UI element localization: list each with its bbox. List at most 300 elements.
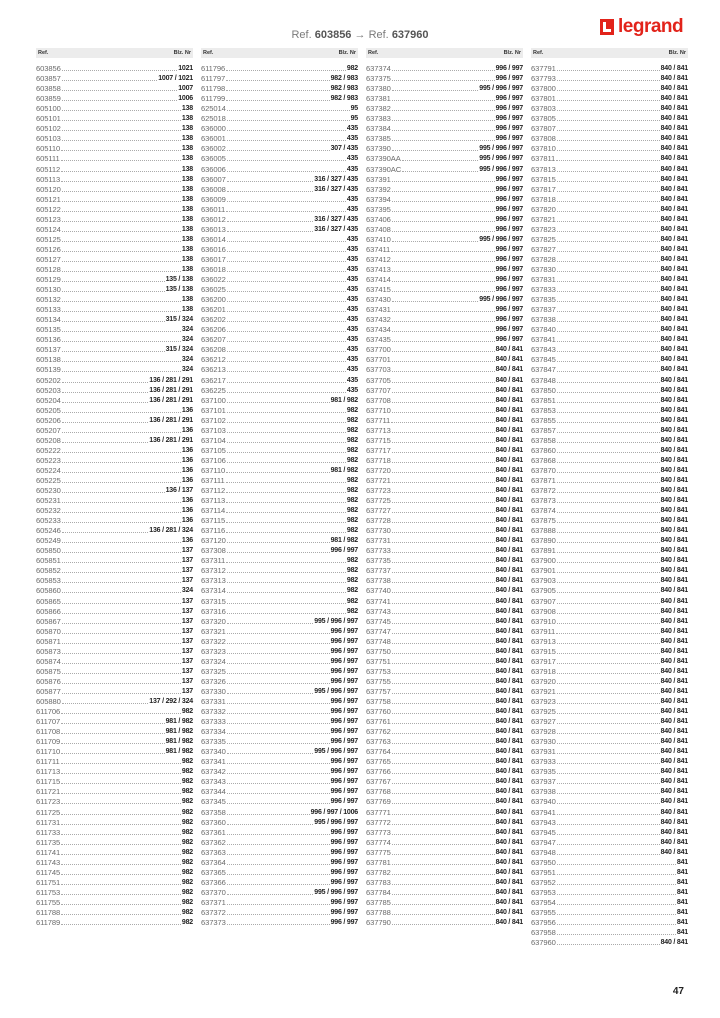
dot-leader	[557, 874, 676, 875]
dot-leader	[227, 814, 310, 815]
page-reference: 841	[676, 919, 688, 927]
page-reference: 137 / 292 / 324	[149, 698, 193, 705]
dot-leader	[227, 150, 330, 151]
ref-number: 637737	[366, 566, 391, 576]
index-row	[201, 294, 358, 304]
index-row	[201, 103, 358, 113]
index-row	[36, 364, 193, 374]
dot-leader	[392, 874, 495, 875]
ref-number: 637843	[531, 345, 556, 355]
dot-leader	[227, 653, 330, 654]
index-row	[201, 565, 358, 575]
ref-number: 637850	[531, 385, 556, 395]
index-row	[36, 465, 193, 475]
ref-number: 637723	[366, 486, 391, 496]
index-row	[36, 354, 193, 364]
page-reference: 435	[346, 125, 358, 133]
ref-number: 605880	[36, 697, 61, 706]
dot-leader	[557, 723, 660, 724]
page-reference: 840 / 841	[660, 426, 688, 434]
index-row	[366, 827, 523, 837]
page-reference: 840 / 841	[495, 386, 523, 394]
dot-leader	[392, 613, 495, 614]
index-row	[366, 535, 523, 545]
index-row	[36, 766, 193, 776]
page-reference: 316 / 327 / 435	[314, 215, 358, 223]
page-reference: 138	[181, 145, 193, 153]
dot-leader	[392, 673, 495, 674]
page-reference: 840 / 841	[660, 346, 688, 354]
page-reference: 136 / 281 / 291	[149, 416, 193, 424]
page-reference: 840 / 841	[660, 627, 688, 635]
page-reference: 136 / 281 / 324	[149, 527, 193, 535]
dot-leader	[557, 321, 660, 322]
ref-number: 637330	[201, 686, 226, 696]
dot-leader	[227, 221, 314, 222]
ref-number: 637727	[366, 506, 391, 516]
index-row	[36, 244, 193, 254]
ref-number: 637435	[366, 335, 391, 345]
page-reference: 840 / 841	[660, 115, 688, 123]
page-reference: 840 / 841	[495, 788, 523, 796]
page-reference: 138	[181, 165, 193, 173]
index-row	[36, 726, 193, 736]
ref-number: 611751	[36, 877, 61, 887]
page-reference: 981 / 982	[330, 466, 358, 474]
dot-leader	[557, 412, 660, 413]
ref-number: 605137	[36, 345, 61, 355]
ref-number: 637335	[201, 737, 226, 747]
index-row	[201, 385, 358, 395]
index-row	[36, 806, 193, 816]
dot-leader	[392, 723, 495, 724]
dot-leader	[62, 623, 181, 624]
ref-number: 637938	[531, 787, 556, 797]
page-reference: 840 / 841	[495, 878, 523, 886]
ref-number: 637769	[366, 797, 391, 807]
dot-leader	[227, 301, 346, 302]
index-row	[366, 917, 523, 927]
dot-leader	[226, 482, 346, 483]
ref-number: 637784	[366, 887, 391, 897]
index-row	[531, 475, 688, 485]
ref-number: 636014	[201, 234, 226, 244]
page-reference: 138	[181, 215, 193, 223]
dot-leader	[62, 613, 181, 614]
dot-leader	[226, 512, 346, 513]
dot-leader	[227, 160, 346, 161]
page-reference: 841	[676, 898, 688, 906]
ref-number: 637312	[201, 566, 226, 576]
ref-number: 637406	[366, 214, 391, 224]
index-row	[36, 163, 193, 173]
dot-leader	[392, 472, 495, 473]
ref-number: 605126	[36, 244, 61, 254]
page-reference: 137	[181, 577, 193, 585]
index-row	[366, 686, 523, 696]
ref-number: 637334	[201, 727, 226, 737]
dot-leader	[392, 643, 495, 644]
ref-number: 637325	[201, 666, 226, 676]
dot-leader	[227, 432, 346, 433]
index-row	[201, 123, 358, 133]
dot-leader	[557, 814, 660, 815]
index-row	[531, 354, 688, 364]
dot-leader	[227, 140, 346, 141]
page-reference: 840 / 841	[495, 838, 523, 846]
index-row	[366, 254, 523, 264]
page-reference: 136	[181, 426, 193, 434]
page-reference: 982	[181, 708, 193, 716]
page-reference: 324	[181, 326, 193, 334]
ref-number: 637750	[366, 646, 391, 656]
dot-leader	[392, 743, 495, 744]
page-reference: 435	[346, 255, 358, 263]
index-row	[201, 726, 358, 736]
dot-leader	[557, 80, 660, 81]
ref-number: 636208	[201, 345, 226, 355]
ref-number: 637710	[366, 405, 391, 415]
page-reference: 840 / 841	[495, 517, 523, 525]
index-row	[366, 505, 523, 515]
column-header	[36, 48, 193, 58]
page-reference: 136	[181, 537, 193, 545]
index-row	[36, 485, 193, 495]
ref-number: 637111	[201, 475, 225, 485]
page-reference: 995 / 996 / 997	[314, 888, 358, 896]
index-row	[36, 616, 193, 626]
dot-leader	[557, 884, 676, 885]
dot-leader	[227, 673, 330, 674]
dot-leader	[557, 251, 660, 252]
page-reference: 840 / 841	[495, 436, 523, 444]
dot-leader	[227, 271, 346, 272]
dot-leader	[227, 452, 346, 453]
dot-leader	[227, 321, 346, 322]
page-reference: 324	[181, 356, 193, 364]
index-row	[531, 425, 688, 435]
page-reference: 996 / 997	[495, 336, 523, 344]
dot-leader	[557, 834, 660, 835]
ref-number: 636000	[201, 124, 226, 134]
page-reference: 996 / 997	[495, 265, 523, 273]
dot-leader	[556, 160, 659, 161]
page-reference: 840 / 841	[495, 617, 523, 625]
dot-leader	[226, 100, 329, 101]
page-reference: 137	[181, 637, 193, 645]
dot-leader	[227, 713, 330, 714]
ref-number: 637782	[366, 867, 391, 877]
dot-leader	[392, 834, 495, 835]
ref-number: 605852	[36, 566, 61, 576]
ref-number: 637333	[201, 717, 226, 727]
page-reference: 982	[181, 898, 193, 906]
dot-leader	[557, 110, 660, 111]
index-row	[201, 786, 358, 796]
page-reference: 982	[181, 778, 193, 786]
page-reference: 137	[181, 657, 193, 665]
page-reference: 982	[181, 798, 193, 806]
ref-number: 605122	[36, 204, 61, 214]
ref-number: 636002	[201, 144, 226, 154]
ref-number: 611753	[36, 887, 61, 897]
ref-number: 605867	[36, 616, 61, 626]
page-reference: 995 / 996 / 997	[479, 165, 523, 173]
dot-leader	[62, 70, 177, 71]
page-reference: 982	[181, 808, 193, 816]
index-row	[36, 907, 193, 917]
dot-leader	[62, 331, 181, 332]
index-row	[531, 224, 688, 234]
page-reference: 136	[181, 446, 193, 454]
ref-number: 605136	[36, 335, 61, 345]
page-reference: 840 / 841	[660, 607, 688, 615]
page-reference: 840 / 841	[495, 708, 523, 716]
ref-number: 637951	[531, 867, 556, 877]
index-row	[366, 143, 523, 153]
dot-leader	[557, 271, 660, 272]
dot-leader	[557, 733, 660, 734]
page-reference: 840 / 841	[660, 376, 688, 384]
index-row	[531, 606, 688, 616]
ref-number: 637781	[366, 857, 391, 867]
index-row	[36, 204, 193, 214]
page-reference: 982	[181, 818, 193, 826]
page-reference: 982	[346, 587, 358, 595]
ref-number: 637767	[366, 777, 391, 787]
page-reference: 982	[181, 768, 193, 776]
index-row	[36, 324, 193, 334]
ref-number: 637772	[366, 817, 391, 827]
page-reference: 995 / 996 / 997	[479, 145, 523, 153]
index-row	[366, 706, 523, 716]
index-row	[366, 726, 523, 736]
page-reference: 138	[181, 115, 193, 123]
index-row	[201, 224, 358, 234]
ref-number: 637322	[201, 636, 226, 646]
dot-leader	[392, 70, 495, 71]
ref-number: 637761	[366, 717, 391, 727]
page-reference: 996 / 997	[495, 316, 523, 324]
dot-leader	[62, 532, 149, 533]
ref-number: 637785	[366, 897, 391, 907]
ref-number: 637935	[531, 767, 556, 777]
ref-number: 636201	[201, 305, 226, 315]
dot-leader	[392, 191, 495, 192]
dot-leader	[392, 904, 495, 905]
page-reference: 996 / 997	[495, 175, 523, 183]
dot-leader	[227, 844, 330, 845]
page-reference: 995 / 996 / 997	[314, 687, 358, 695]
page-reference: 1007 / 1021	[158, 75, 193, 83]
ref-number: 637918	[531, 666, 556, 676]
page-reference: 996 / 997	[495, 125, 523, 133]
ref-number: 637747	[366, 626, 391, 636]
dot-leader	[227, 130, 346, 131]
ref-number: 637320	[201, 616, 226, 626]
index-row	[36, 475, 193, 485]
page-reference: 136 / 281 / 291	[149, 436, 193, 444]
dot-leader	[62, 221, 181, 222]
dot-leader	[62, 512, 181, 513]
page-reference: 840 / 841	[660, 85, 688, 93]
ref-number: 605135	[36, 325, 61, 335]
index-row	[366, 907, 523, 917]
ref-number: 637430	[366, 295, 391, 305]
index-row	[36, 445, 193, 455]
ref-number: 637720	[366, 465, 391, 475]
dot-leader	[62, 633, 181, 634]
index-row	[36, 425, 193, 435]
index-row	[366, 897, 523, 907]
ref-number: 637783	[366, 877, 391, 887]
ref-number: 605129	[36, 275, 61, 285]
dot-leader	[392, 341, 495, 342]
page-reference: 840 / 841	[495, 718, 523, 726]
ref-number: 637803	[531, 104, 556, 114]
ref-number: 605851	[36, 556, 61, 566]
ref-number: 637745	[366, 616, 391, 626]
ref-number: 605865	[36, 596, 61, 606]
ref-number: 611725	[36, 807, 61, 817]
index-row	[201, 445, 358, 455]
dot-leader	[62, 80, 157, 81]
dot-leader	[392, 693, 495, 694]
index-row	[366, 344, 523, 354]
dot-leader	[62, 562, 181, 563]
index-row	[201, 344, 358, 354]
index-row	[366, 334, 523, 344]
index-row	[531, 445, 688, 455]
index-row	[531, 63, 688, 73]
page-reference: 996 / 997	[330, 728, 358, 736]
page-reference: 840 / 841	[660, 507, 688, 515]
page-reference: 138	[181, 245, 193, 253]
index-row	[201, 415, 358, 425]
page-reference: 982	[181, 919, 193, 927]
page-reference: 995 / 996 / 997	[479, 155, 523, 163]
index-row	[366, 224, 523, 234]
index-row	[201, 877, 358, 887]
index-row	[201, 646, 358, 656]
index-row	[531, 616, 688, 626]
dot-leader	[392, 452, 495, 453]
ref-number: 637373	[201, 918, 226, 928]
page-reference: 996 / 997	[495, 205, 523, 213]
ref-number: 605205	[36, 405, 61, 415]
ref-number: 637110	[201, 465, 226, 475]
index-row	[531, 877, 688, 887]
page-reference: 840 / 841	[660, 647, 688, 655]
index-row	[366, 214, 523, 224]
dot-leader	[226, 90, 329, 91]
ref-number: 637413	[366, 264, 391, 274]
dot-leader	[61, 743, 164, 744]
index-row	[531, 214, 688, 224]
dot-leader	[557, 773, 660, 774]
index-row	[201, 666, 358, 676]
ref-number: 637743	[366, 606, 391, 616]
ref-number: 625018	[201, 114, 226, 124]
index-row	[201, 897, 358, 907]
page-reference: 840 / 841	[495, 527, 523, 535]
ref-number: 637837	[531, 305, 556, 315]
dot-leader	[62, 542, 181, 543]
page-reference: 995 / 996 / 997	[479, 235, 523, 243]
index-row	[531, 133, 688, 143]
page-reference: 316 / 327 / 435	[314, 185, 358, 193]
page-reference: 840 / 841	[495, 466, 523, 474]
dot-leader	[62, 653, 181, 654]
dot-leader	[62, 130, 181, 131]
ref-number: 637868	[531, 455, 556, 465]
index-row	[531, 254, 688, 264]
ref-number: 637771	[366, 807, 391, 817]
ref-number: 637907	[531, 596, 556, 606]
page-reference: 996 / 997	[330, 878, 358, 886]
index-row	[366, 736, 523, 746]
dot-leader	[62, 191, 181, 192]
dot-leader	[62, 90, 177, 91]
index-row	[366, 676, 523, 686]
ref-number: 637100	[201, 395, 226, 405]
page-reference: 982	[346, 517, 358, 525]
dot-leader	[227, 753, 314, 754]
ref-number: 625014	[201, 104, 226, 114]
page-reference: 996 / 997	[495, 75, 523, 83]
ref-number: 637391	[366, 174, 391, 184]
page-reference: 137	[181, 547, 193, 555]
page-reference: 840 / 841	[660, 356, 688, 364]
ref-number: 637940	[531, 797, 556, 807]
page-reference: 840 / 841	[495, 728, 523, 736]
index-row	[366, 656, 523, 666]
index-row	[36, 857, 193, 867]
index-row	[36, 606, 193, 616]
page-reference: 840 / 841	[660, 818, 688, 826]
page-reference: 1006	[178, 95, 193, 103]
page-reference: 982	[181, 868, 193, 876]
dot-leader	[557, 402, 660, 403]
page-reference: 840 / 841	[660, 698, 688, 705]
header-arrow: →	[354, 29, 366, 41]
page-reference: 138	[181, 185, 193, 193]
index-row	[531, 344, 688, 354]
index-row	[201, 425, 358, 435]
dot-leader	[62, 502, 181, 503]
dot-leader	[62, 361, 181, 362]
index-row	[366, 455, 523, 465]
index-row	[36, 666, 193, 676]
ref-number: 637801	[531, 94, 556, 104]
dot-leader	[557, 854, 660, 855]
dot-leader	[61, 904, 181, 905]
index-row	[201, 857, 358, 867]
dot-leader	[392, 572, 495, 573]
page-reference: 840 / 841	[495, 698, 523, 705]
index-row	[366, 877, 523, 887]
page-reference: 981 / 982	[165, 718, 193, 726]
ref-number: 637370	[201, 887, 226, 897]
dot-leader	[227, 884, 330, 885]
page-reference: 840 / 841	[660, 185, 688, 193]
dot-leader	[227, 371, 346, 372]
page-reference: 840 / 841	[495, 587, 523, 595]
page-reference: 840 / 841	[660, 195, 688, 203]
ref-number: 637755	[366, 676, 391, 686]
index-row	[201, 656, 358, 666]
page-reference: 138	[181, 235, 193, 243]
